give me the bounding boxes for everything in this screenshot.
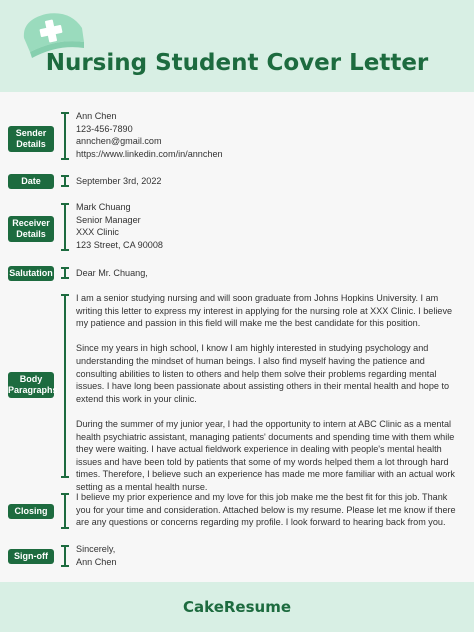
signoff-bracket: [64, 545, 66, 567]
date-label: Date: [8, 174, 54, 189]
sender-email: annchen@gmail.com: [76, 136, 162, 147]
receiver-company: XXX Clinic: [76, 227, 119, 238]
receiver-address: 123 Street, CA 90008: [76, 239, 163, 250]
header: [0, 0, 474, 92]
sender-phone: 123-456-7890: [76, 123, 133, 134]
signoff-label: Sign-off: [8, 549, 54, 564]
sender-label: Sender Details: [8, 126, 54, 152]
sender-bracket: [64, 112, 66, 160]
closing-paragraph: I believe my prior experience and my love for this job make me the best fit for this job. Thank you for your time and consideration. Attached below is my resume. Please let me know if there are any questions or concerns regarding my profile. I look forward to hearing back from you.: [76, 492, 456, 528]
closing-text: [76, 491, 460, 529]
sender-details: [76, 110, 460, 160]
letter-sheet: [0, 92, 474, 582]
receiver-title: Senior Manager: [76, 214, 141, 225]
receiver-name: Mark Chuang: [76, 202, 131, 212]
salutation-label: Salutation: [8, 266, 54, 281]
closing-label: Closing: [8, 504, 54, 519]
salutation-bracket: [64, 267, 66, 279]
salutation-text: [76, 267, 460, 280]
receiver-details: [76, 201, 460, 251]
body-paragraph-2: Since my years in high school, I know I am highly interested in studying psychology and understanding the mindset of human beings. I also find myself having the patience and consulting abilities to listen to others and help them solve their problems regarding mental issues. I have long been passionate about assisting others in their mental health and hope to extend this work in your clinic.: [76, 343, 450, 404]
page-title: Nursing Student Cover Letter: [45, 50, 429, 76]
date-value: September 3rd, 2022: [76, 176, 162, 186]
body-label: Body Paragraphs: [8, 372, 54, 398]
brand-logo[interactable]: CakeResume: [182, 598, 291, 616]
body-paragraph-1: I am a senior studying nursing and will soon graduate from Johns Hopkins University. I am writing this letter to express my interest in applying for the nursing role at XXX Clinic. I believe my patience and passion in this field will make me the best candidate for this position.: [76, 293, 453, 329]
salutation-value: Dear Mr. Chuang,: [76, 268, 148, 278]
sender-name: Ann Chen: [76, 111, 117, 121]
receiver-bracket: [64, 203, 66, 251]
body-paragraphs: [76, 292, 460, 494]
closing-bracket: [64, 493, 66, 529]
sender-linkedin: https://www.linkedin.com/in/annchen: [76, 148, 223, 159]
body-paragraph-3: During the summer of my junior year, I had the opportunity to intern at ABC Clinic as a mental health psychiatric assistant, managing patients' documents and spending time with them while they were waiting. I have actual fieldwork experience in dealing with people's mental health issues and have been told by patients that some of my words helped them a lot through hard times. Therefore, I believe such an experience has made me more familiar with an actual work setting as a mental health nurse.: [76, 418, 455, 492]
body-bracket: [64, 294, 66, 478]
signoff-closing: Sincerely,: [76, 544, 116, 554]
receiver-label: Receiver Details: [8, 216, 54, 242]
signoff-name: Ann Chen: [76, 556, 117, 567]
date-text: [76, 175, 460, 188]
signoff-text: [76, 543, 460, 568]
date-bracket: [64, 175, 66, 187]
